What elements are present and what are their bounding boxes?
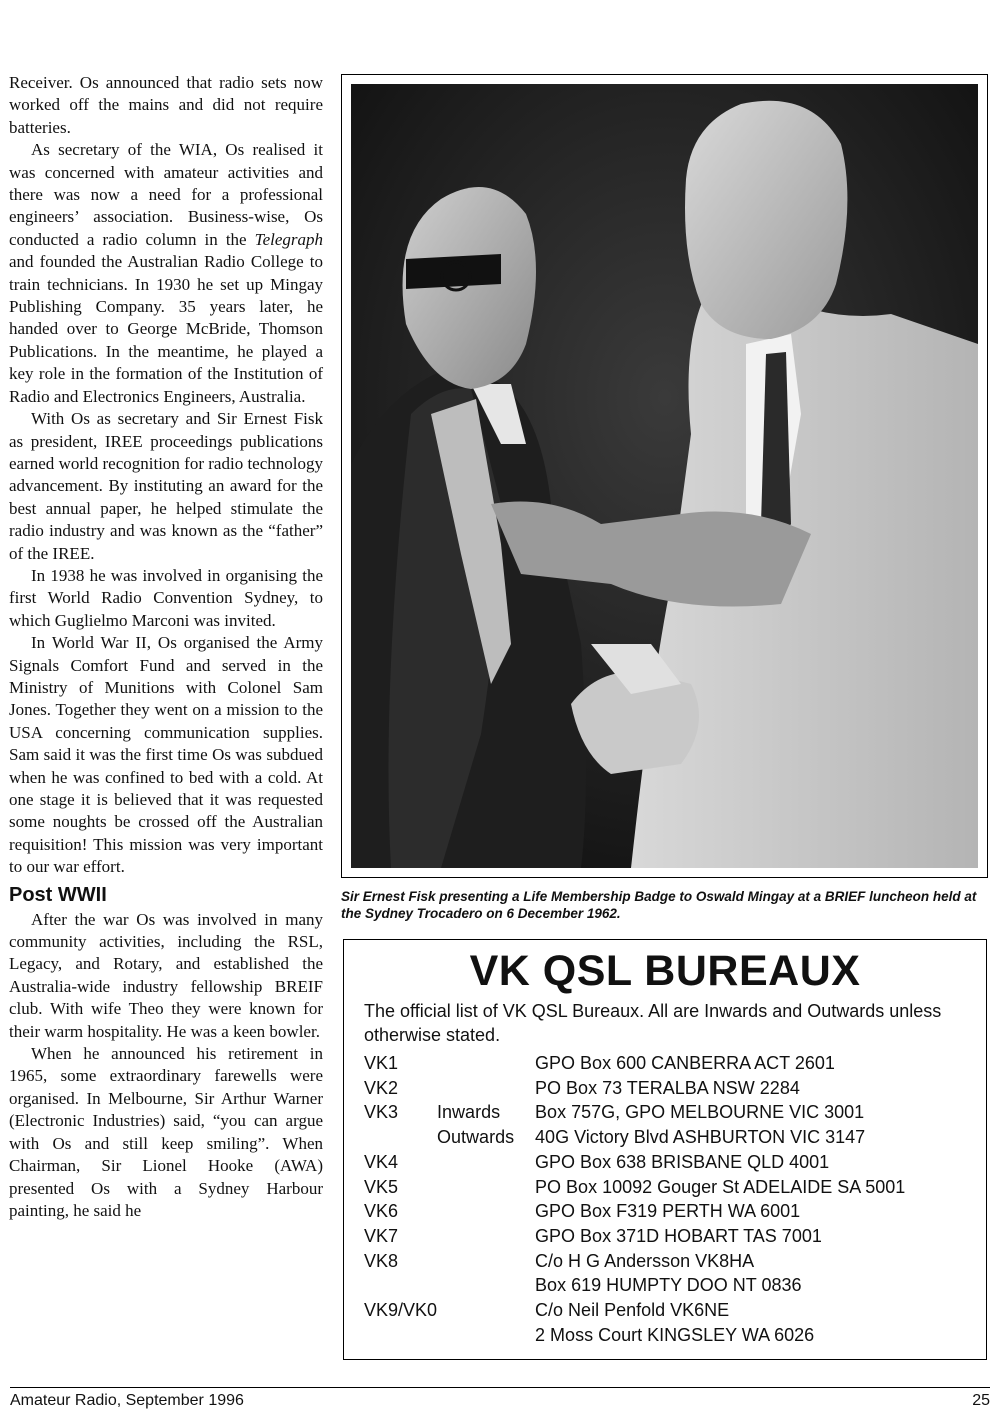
footer-page-number: 25 [972, 1392, 990, 1409]
qsl-address: GPO Box 371D HOBART TAS 7001 [535, 1225, 822, 1246]
qsl-direction [437, 1298, 535, 1323]
paragraph-text: In 1938 he was involved in organising the first World Radio Convention Sydney, to which Guglielmo Marconi was invited. [9, 565, 323, 630]
article-paragraph [9, 632, 323, 878]
qsl-callsign-prefix: VK7 [364, 1225, 399, 1246]
article-body-bottom [9, 909, 323, 1223]
paragraph-text: As secretary of the WIA, Os realised it was concerned with amateur activities and there was now a need for a professional engineers’ association. Business-wise, Os conducted a radio column in the [9, 140, 323, 249]
article-column [9, 72, 323, 1222]
qsl-callsign-prefix: VK5 [364, 1176, 399, 1197]
qsl-callsign-prefix: VK9/VK0 [364, 1300, 438, 1321]
qsl-address: 40G Victory Blvd ASHBURTON VIC 3147 [535, 1127, 866, 1148]
qsl-address: Box 757G, GPO MELBOURNE VIC 3001 [535, 1102, 865, 1123]
qsl-row [364, 1076, 905, 1101]
qsl-direction [437, 1224, 535, 1249]
photo-frame [341, 74, 988, 878]
paragraph-text: With Os as secretary and Sir Ernest Fisk as president, IREE proceedings publications earned world recognition for radio technology advancement. By instituting an award for the best annual paper, he helped stimulate the radio industry and was known as the “father” of the IREE. [9, 409, 323, 563]
qsl-callsign-prefix [364, 1273, 437, 1298]
section-heading: Post WWII [9, 883, 107, 906]
qsl-direction: Outwards [437, 1127, 515, 1148]
article-paragraph [9, 139, 323, 408]
qsl-direction [437, 1199, 535, 1224]
qsl-row [364, 1175, 905, 1200]
qsl-callsign-prefix: VK4 [364, 1151, 399, 1172]
qsl-callsign-prefix [364, 1323, 437, 1348]
qsl-address: PO Box 73 TERALBA NSW 2284 [535, 1077, 800, 1098]
paragraph-text: Receiver. Os announced that radio sets now worked off the mains and did not require batteries. [9, 73, 323, 137]
qsl-row [364, 1051, 905, 1076]
qsl-row [364, 1150, 905, 1175]
qsl-direction [437, 1175, 535, 1200]
qsl-address: C/o Neil Penfold VK6NE [535, 1300, 730, 1321]
article-paragraph: When he announced his retirement in 1965, some extraordinary farewells were organised. In Melbourne, Sir Arthur Warner (Electronic Industries) said, “you can argue with Os and still keep smiling”. When Chairman, Sir Lionel Hooke (AWA) presented Os with a Sydney Harbour painting, he said he [9, 1044, 323, 1220]
qsl-row [364, 1100, 905, 1125]
qsl-table [364, 1051, 905, 1347]
qsl-address: GPO Box 600 CANBERRA ACT 2601 [535, 1053, 835, 1073]
qsl-intro: The official list of VK QSL Bureaux. All are Inwards and Outwards unless otherwise stated. [364, 1001, 942, 1045]
photo-caption: Sir Ernest Fisk presenting a Life Membership Badge to Oswald Mingay at a BRIEF luncheon held at the Sydney Trocadero on 6 December 1962. [341, 889, 977, 921]
qsl-row [364, 1125, 905, 1150]
qsl-title: VK QSL BUREAUX [469, 947, 861, 995]
qsl-bureaux-box [343, 939, 987, 1360]
qsl-row [364, 1199, 905, 1224]
qsl-direction [437, 1051, 535, 1076]
article-body-top [9, 72, 323, 879]
qsl-row [364, 1273, 905, 1298]
qsl-row [364, 1323, 905, 1348]
qsl-address: GPO Box F319 PERTH WA 6001 [535, 1201, 801, 1222]
qsl-callsign-prefix: VK3 [364, 1102, 399, 1123]
footer-rule [10, 1387, 990, 1388]
article-paragraph [9, 408, 323, 565]
qsl-row [364, 1298, 905, 1323]
qsl-callsign-prefix: VK2 [364, 1077, 399, 1098]
qsl-address: 2 Moss Court KINGSLEY WA 6026 [535, 1324, 815, 1345]
qsl-direction [437, 1076, 535, 1101]
qsl-address: Box 619 HUMPTY DOO NT 0836 [535, 1275, 802, 1296]
qsl-callsign-prefix: VK8 [364, 1250, 399, 1271]
qsl-address: PO Box 10092 Gouger St ADELAIDE SA 5001 [535, 1176, 906, 1197]
article-paragraph [9, 72, 323, 139]
article-paragraph [9, 565, 323, 632]
qsl-callsign-prefix: VK1 [364, 1053, 399, 1073]
qsl-direction: Inwards [437, 1102, 501, 1123]
paragraph-text: In World War II, Os organised the Army Signals Comfort Fund and served in the Ministry of Munitions with Colonel Sam Jones. Together they went on a mission to the USA concerning communication supplies. Sam said it was the first time Os was subdued when he was confined to bed with a cold. At one stage it is believed that it was requested some noughts be crossed off the Australian requisition! This mission was very important to our war effort. [9, 633, 323, 877]
publication-name: Telegraph [254, 229, 323, 249]
photo-image [351, 84, 978, 868]
qsl-callsign-prefix [364, 1125, 437, 1150]
paragraph-text: and founded the Australian Radio College to train technicians. In 1930 he set up Mingay Publishing Company. 35 years later, he handed over to George McBride, Thomson Publications. In the meantime, he played a key role in the formation of the Institution of Radio and Electronics Engineers, Australia. [9, 252, 323, 406]
qsl-row [364, 1224, 905, 1249]
qsl-direction [437, 1323, 535, 1348]
qsl-direction [437, 1273, 535, 1298]
footer-publication: Amateur Radio, September 1996 [10, 1392, 244, 1409]
qsl-callsign-prefix: VK6 [364, 1201, 399, 1222]
qsl-direction [437, 1150, 535, 1175]
qsl-address: C/o H G Andersson VK8HA [535, 1250, 755, 1271]
qsl-address: GPO Box 638 BRISBANE QLD 4001 [535, 1151, 830, 1172]
qsl-direction [437, 1249, 535, 1274]
qsl-row [364, 1249, 905, 1274]
article-paragraph: After the war Os was involved in many community activities, including the RSL, Legacy, and Rotary, and established the Australia-wide industry fellowship BREIF club. With wife Theo they were known for their warm hospitality. He was a keen bowler. [9, 909, 323, 1041]
